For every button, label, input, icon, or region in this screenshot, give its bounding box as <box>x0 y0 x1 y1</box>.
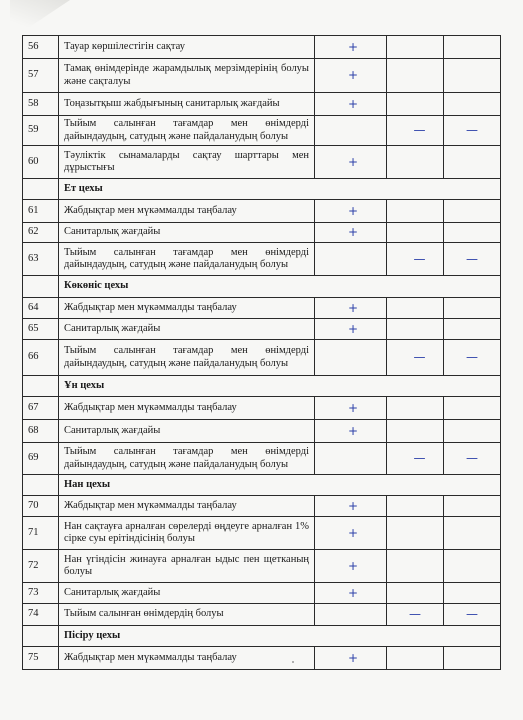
row-number: 69 <box>23 443 59 475</box>
mark-cell-3 <box>444 397 501 420</box>
mark-cell-1: + <box>315 420 387 443</box>
mark-cell-3 <box>444 223 501 243</box>
row-text: Жабдықтар мен мүкәммалды таңбалау <box>59 298 315 319</box>
mark-cell-3 <box>444 496 501 517</box>
mark-cell-3 <box>444 420 501 443</box>
row-text: Санитарлық жағдайы <box>59 319 315 340</box>
mark-cell-1: + <box>315 647 387 670</box>
row-number: 60 <box>23 146 59 179</box>
section-row <box>23 376 501 397</box>
mark-cell-1 <box>315 604 387 626</box>
mark-cell-2 <box>387 550 444 583</box>
mark-cell-1: + <box>315 496 387 517</box>
row-text: Тыйым салынған тағамдар мен өнімдерді дайындаудың, сатудың және пайдаланудың болуы <box>59 116 315 146</box>
mark-cell-3: — <box>444 604 501 626</box>
section-row <box>23 276 501 298</box>
row-number: 74 <box>23 604 59 626</box>
mark-cell-3 <box>444 298 501 319</box>
table-row <box>23 443 501 475</box>
row-text: Жабдықтар мен мүкәммалды таңбалау <box>59 200 315 223</box>
mark-cell-2 <box>387 298 444 319</box>
row-text: Жабдықтар мен мүкәммалды таңбалау <box>59 496 315 517</box>
mark-cell-1: + <box>315 583 387 604</box>
section-title: Пісіру цехы <box>59 626 501 647</box>
row-number: 73 <box>23 583 59 604</box>
checklist-body <box>23 36 501 670</box>
section-spacer <box>23 475 59 496</box>
row-number: 58 <box>23 93 59 116</box>
mark-cell-1: + <box>315 319 387 340</box>
table-row <box>23 604 501 626</box>
mark-cell-3: — <box>444 443 501 475</box>
mark-cell-2 <box>387 420 444 443</box>
mark-cell-1: + <box>315 36 387 59</box>
row-text: Санитарлық жағдайы <box>59 583 315 604</box>
section-row <box>23 179 501 200</box>
mark-cell-1: + <box>315 517 387 550</box>
table-row <box>23 36 501 59</box>
section-title: Көкөніс цехы <box>59 276 501 298</box>
row-text: Нан сақтауға арналған сөрелерді өңдеуге арналған 1% сірке суы ерітіндісінің болуы <box>59 517 315 550</box>
table-row <box>23 420 501 443</box>
row-number: 63 <box>23 243 59 276</box>
page-corner-shadow <box>10 0 70 40</box>
row-text: Жабдықтар мен мүкәммалды таңбалау <box>59 647 315 670</box>
mark-cell-3 <box>444 200 501 223</box>
row-text: Нан үгіндісін жинауға арналған ыдыс пен щетканың болуы <box>59 550 315 583</box>
row-text: Тыйым салынған тағамдар мен өнімдерді дайындаудың, сатудың және пайдаланудың болуы <box>59 443 315 475</box>
checklist-table <box>22 35 501 670</box>
row-number: 61 <box>23 200 59 223</box>
table-row <box>23 223 501 243</box>
mark-cell-2 <box>387 36 444 59</box>
row-text: Тыйым салынған тағамдар мен өнімдерді дайындаудың, сатудың және пайдаланудың болуы <box>59 243 315 276</box>
row-text: Тамақ өнімдерінде жарамдылық мерзімдерінің болуы және сақталуы <box>59 59 315 93</box>
mark-cell-3 <box>444 550 501 583</box>
mark-cell-2: — <box>387 340 444 376</box>
section-row <box>23 475 501 496</box>
mark-cell-2 <box>387 93 444 116</box>
mark-cell-1: + <box>315 298 387 319</box>
row-number: 71 <box>23 517 59 550</box>
row-text: Тәуліктік сынамаларды сақтау шарттары мен дұрыстығы <box>59 146 315 179</box>
row-text: Жабдықтар мен мүкәммалды таңбалау <box>59 397 315 420</box>
mark-cell-3 <box>444 647 501 670</box>
row-number: 72 <box>23 550 59 583</box>
row-text: Тыйым салынған тағамдар мен өнімдерді дайындаудың, сатудың және пайдаланудың болуы <box>59 340 315 376</box>
mark-cell-2: — <box>387 604 444 626</box>
table-row <box>23 243 501 276</box>
table-row <box>23 550 501 583</box>
table-row <box>23 298 501 319</box>
mark-cell-2 <box>387 583 444 604</box>
row-number: 66 <box>23 340 59 376</box>
mark-cell-3 <box>444 146 501 179</box>
mark-cell-2 <box>387 146 444 179</box>
mark-cell-2 <box>387 517 444 550</box>
mark-cell-3 <box>444 36 501 59</box>
mark-cell-3 <box>444 93 501 116</box>
mark-cell-1: + <box>315 59 387 93</box>
mark-cell-1: + <box>315 397 387 420</box>
row-text: Санитарлық жағдайы <box>59 223 315 243</box>
row-number: 64 <box>23 298 59 319</box>
mark-cell-1: + <box>315 223 387 243</box>
row-number: 56 <box>23 36 59 59</box>
row-number: 70 <box>23 496 59 517</box>
section-spacer <box>23 179 59 200</box>
mark-cell-3 <box>444 517 501 550</box>
table-row <box>23 496 501 517</box>
mark-cell-1: + <box>315 200 387 223</box>
row-text: Тоңазытқыш жабдығының санитарлық жағдайы <box>59 93 315 116</box>
table-row <box>23 200 501 223</box>
section-title: Ұн цехы <box>59 376 501 397</box>
mark-cell-1: + <box>315 550 387 583</box>
row-number: 75 <box>23 647 59 670</box>
mark-cell-1 <box>315 340 387 376</box>
section-row <box>23 626 501 647</box>
mark-cell-2 <box>387 319 444 340</box>
row-text: Санитарлық жағдайы <box>59 420 315 443</box>
row-number: 67 <box>23 397 59 420</box>
mark-cell-2 <box>387 397 444 420</box>
mark-cell-3: — <box>444 116 501 146</box>
row-number: 57 <box>23 59 59 93</box>
row-text: Тауар көршілестігін сақтау <box>59 36 315 59</box>
row-number: 62 <box>23 223 59 243</box>
mark-cell-3 <box>444 319 501 340</box>
mark-cell-3: — <box>444 340 501 376</box>
table-row <box>23 397 501 420</box>
mark-cell-1: + <box>315 93 387 116</box>
table-row <box>23 146 501 179</box>
section-spacer <box>23 376 59 397</box>
mark-cell-1 <box>315 116 387 146</box>
mark-cell-1 <box>315 243 387 276</box>
mark-cell-3 <box>444 583 501 604</box>
table-row <box>23 319 501 340</box>
mark-cell-2: — <box>387 443 444 475</box>
table-row <box>23 93 501 116</box>
mark-cell-2 <box>387 496 444 517</box>
row-text: Тыйым салынған өнімдердің болуы <box>59 604 315 626</box>
mark-cell-2 <box>387 223 444 243</box>
mark-cell-2 <box>387 647 444 670</box>
section-title: Нан цехы <box>59 475 501 496</box>
mark-cell-3: — <box>444 243 501 276</box>
row-number: 59 <box>23 116 59 146</box>
table-row <box>23 59 501 93</box>
table-row <box>23 340 501 376</box>
mark-cell-2 <box>387 59 444 93</box>
row-number: 68 <box>23 420 59 443</box>
section-title: Ет цехы <box>59 179 501 200</box>
section-spacer <box>23 626 59 647</box>
table-row <box>23 116 501 146</box>
mark-cell-3 <box>444 59 501 93</box>
section-spacer <box>23 276 59 298</box>
scan-speck <box>292 661 294 663</box>
row-number: 65 <box>23 319 59 340</box>
mark-cell-1: + <box>315 146 387 179</box>
table-row <box>23 647 501 670</box>
table-row <box>23 517 501 550</box>
mark-cell-2: — <box>387 116 444 146</box>
table-row <box>23 583 501 604</box>
mark-cell-1 <box>315 443 387 475</box>
mark-cell-2 <box>387 200 444 223</box>
mark-cell-2: — <box>387 243 444 276</box>
